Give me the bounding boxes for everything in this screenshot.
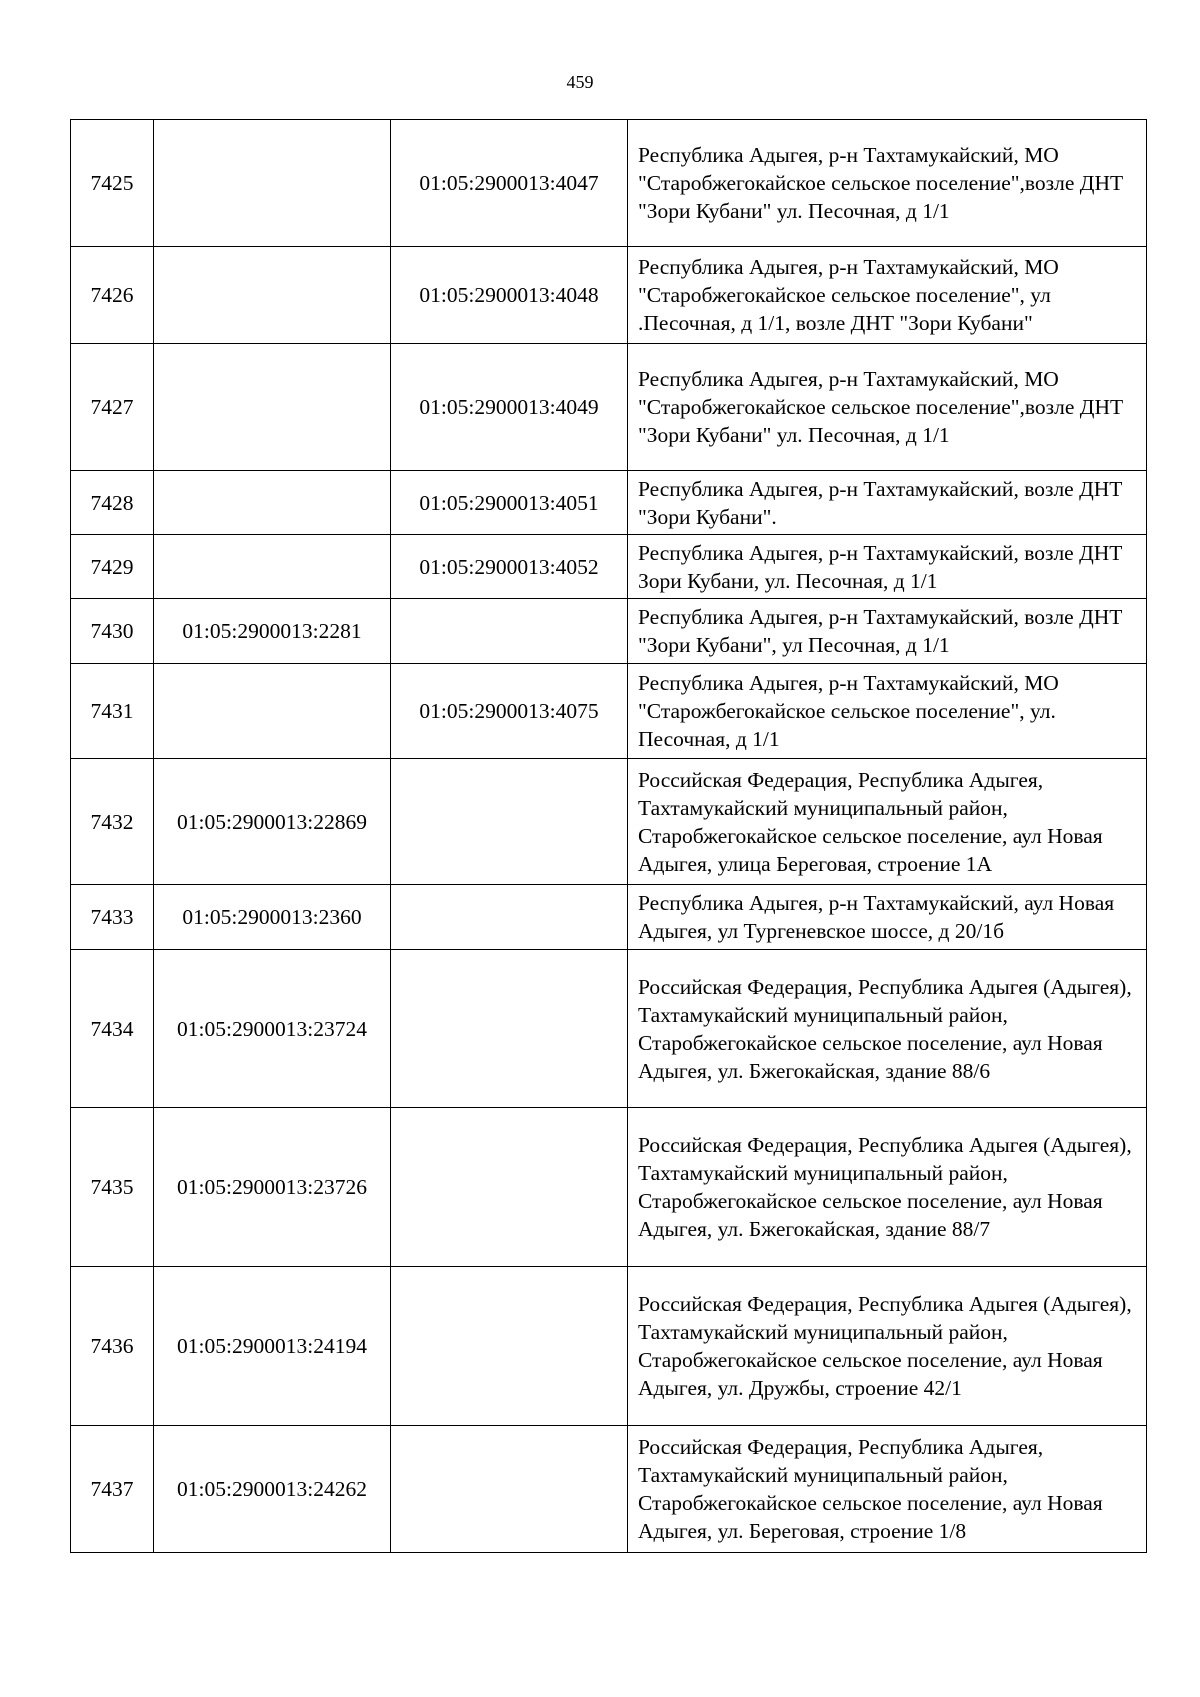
cadastral-number-secondary <box>391 1267 628 1426</box>
address-cell: Республика Адыгея, р-н Тахтамукайский, МО "Старобжегокайское сельское поселение",возле ДНТ "Зори Кубани" ул. Песочная, д 1/1 <box>628 120 1147 247</box>
table-row <box>71 885 1147 950</box>
cadastral-number-secondary: 01:05:2900013:4051 <box>391 471 628 535</box>
row-number: 7436 <box>71 1267 154 1426</box>
address-cell: Российская Федерация, Республика Адыгея (Адыгея), Тахтамукайский муниципальный район, Старобжегокайское сельское поселение, аул Новая Адыгея, ул. Бжегокайская, здание 88/7 <box>628 1108 1147 1267</box>
address-cell: Республика Адыгея, р-н Тахтамукайский, МО "Старобжегокайское сельское поселение",возле ДНТ "Зори Кубани" ул. Песочная, д 1/1 <box>628 344 1147 471</box>
address-cell: Республика Адыгея, р-н Тахтамукайский, возле ДНТ "Зори Кубани", ул Песочная, д 1/1 <box>628 599 1147 664</box>
address-cell: Республика Адыгея, р-н Тахтамукайский, возле ДНТ Зори Кубани, ул. Песочная, д 1/1 <box>628 535 1147 599</box>
address-cell: Российская Федерация, Республика Адыгея (Адыгея), Тахтамукайский муниципальный район, Старобжегокайское сельское поселение, аул Новая Адыгея, ул. Бжегокайская, здание 88/6 <box>628 950 1147 1108</box>
address-cell: Республика Адыгея, р-н Тахтамукайский, МО "Старожбегокайское сельское поселение", ул. Песочная, д 1/1 <box>628 664 1147 759</box>
row-number: 7432 <box>71 759 154 885</box>
cadastral-number-secondary: 01:05:2900013:4048 <box>391 247 628 344</box>
cadastral-number-secondary: 01:05:2900013:4047 <box>391 120 628 247</box>
cadastral-number-secondary <box>391 1108 628 1267</box>
row-number: 7430 <box>71 599 154 664</box>
row-number: 7431 <box>71 664 154 759</box>
cadastral-number-primary <box>154 120 391 247</box>
row-number: 7434 <box>71 950 154 1108</box>
cadastral-number-primary <box>154 471 391 535</box>
row-number: 7437 <box>71 1426 154 1553</box>
row-number: 7425 <box>71 120 154 247</box>
cadastral-number-secondary: 01:05:2900013:4049 <box>391 344 628 471</box>
cadastral-number-primary <box>154 344 391 471</box>
cadastral-number-primary: 01:05:2900013:23726 <box>154 1108 391 1267</box>
registry-table <box>70 119 1147 1553</box>
cadastral-number-secondary <box>391 950 628 1108</box>
page-number: 459 <box>566 72 594 92</box>
cadastral-number-primary <box>154 247 391 344</box>
table-row <box>71 1267 1147 1426</box>
address-cell: Республика Адыгея, р-н Тахтамукайский, возле ДНТ "Зори Кубани". <box>628 471 1147 535</box>
cadastral-number-primary: 01:05:2900013:22869 <box>154 759 391 885</box>
row-number: 7426 <box>71 247 154 344</box>
address-cell: Российская Федерация, Республика Адыгея, Тахтамукайский муниципальный район, Старобжегокайское сельское поселение, аул Новая Адыгея, ул. Береговая, строение 1/8 <box>628 1426 1147 1553</box>
table-row <box>71 1426 1147 1553</box>
table-row <box>71 535 1147 599</box>
table-row <box>71 664 1147 759</box>
table-row <box>71 599 1147 664</box>
cadastral-number-primary: 01:05:2900013:24194 <box>154 1267 391 1426</box>
table-row <box>71 950 1147 1108</box>
cadastral-number-primary <box>154 664 391 759</box>
table-row <box>71 344 1147 471</box>
cadastral-number-secondary <box>391 1426 628 1553</box>
cadastral-number-primary: 01:05:2900013:24262 <box>154 1426 391 1553</box>
table-row <box>71 1108 1147 1267</box>
cadastral-number-primary <box>154 535 391 599</box>
cadastral-number-primary: 01:05:2900013:2360 <box>154 885 391 950</box>
cadastral-number-primary: 01:05:2900013:2281 <box>154 599 391 664</box>
cadastral-number-secondary <box>391 759 628 885</box>
cadastral-number-secondary <box>391 885 628 950</box>
table-row <box>71 759 1147 885</box>
row-number: 7435 <box>71 1108 154 1267</box>
cadastral-number-secondary <box>391 599 628 664</box>
address-cell: Российская Федерация, Республика Адыгея, Тахтамукайский муниципальный район, Старобжегокайское сельское поселение, аул Новая Адыгея, улица Береговая, строение 1А <box>628 759 1147 885</box>
cadastral-number-secondary: 01:05:2900013:4052 <box>391 535 628 599</box>
address-cell: Республика Адыгея, р-н Тахтамукайский, МО "Старобжегокайское сельское поселение", ул .Песочная, д 1/1, возле ДНТ "Зори Кубани" <box>628 247 1147 344</box>
row-number: 7428 <box>71 471 154 535</box>
cadastral-number-secondary: 01:05:2900013:4075 <box>391 664 628 759</box>
cadastral-number-primary: 01:05:2900013:23724 <box>154 950 391 1108</box>
row-number: 7433 <box>71 885 154 950</box>
table-row <box>71 120 1147 247</box>
address-cell: Республика Адыгея, р-н Тахтамукайский, аул Новая Адыгея, ул Тургеневское шоссе, д 20/1б <box>628 885 1147 950</box>
table-row <box>71 471 1147 535</box>
row-number: 7427 <box>71 344 154 471</box>
row-number: 7429 <box>71 535 154 599</box>
address-cell: Российская Федерация, Республика Адыгея (Адыгея), Тахтамукайский муниципальный район, Старобжегокайское сельское поселение, аул Новая Адыгея, ул. Дружбы, строение 42/1 <box>628 1267 1147 1426</box>
table-row <box>71 247 1147 344</box>
